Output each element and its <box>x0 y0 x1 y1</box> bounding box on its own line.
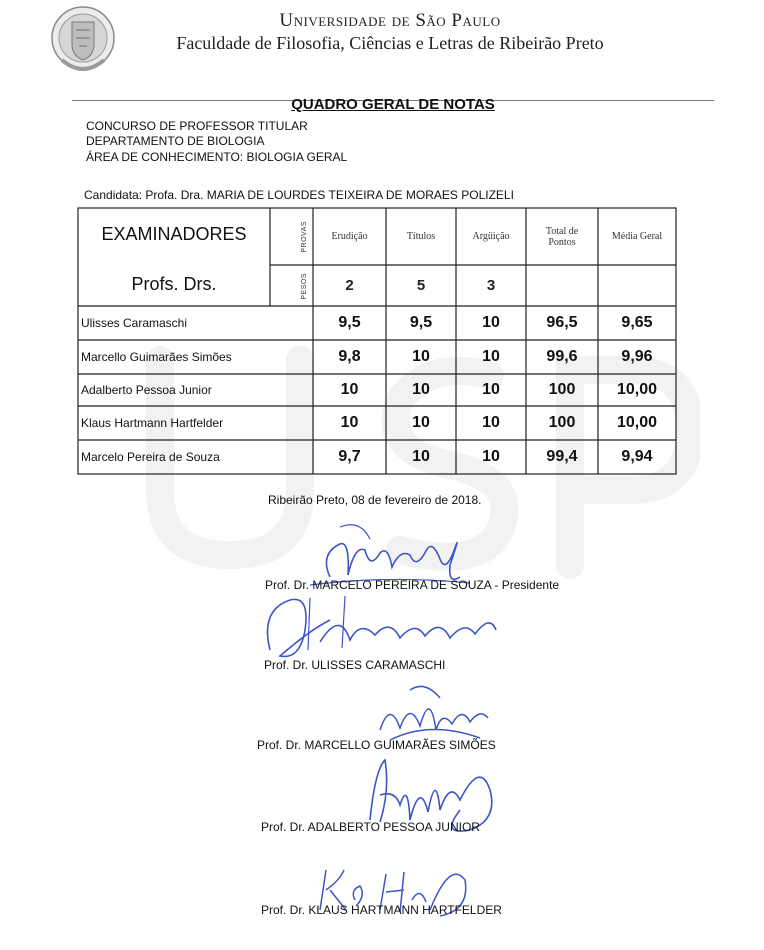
score-total: 96,5 <box>546 314 578 331</box>
score-titulos: 10 <box>412 414 430 431</box>
pesos-label: PESOS <box>301 272 308 300</box>
score-erudicao: 10 <box>340 381 359 398</box>
signatory-simoes: Prof. Dr. MARCELLO GUIMARÃES SIMÕES <box>257 738 496 752</box>
score-erudicao: 10 <box>340 414 359 431</box>
department-line: DEPARTAMENTO DE BIOLOGIA <box>86 134 265 148</box>
examiners-header: EXAMINADORES <box>101 223 247 244</box>
examiner-name: Klaus Hartmann Hartfelder <box>81 416 224 430</box>
examiner-name: Marcello Guimarães Simões <box>81 350 232 364</box>
examiner-name: Ulisses Caramaschi <box>81 316 188 330</box>
score-arguicao: 10 <box>482 381 500 398</box>
candidate-line: Candidata: Profa. Dra. MARIA DE LOURDES TEIXEIRA DE MORAES POLIZELI <box>84 188 514 202</box>
university-name: Universidade de São Paulo <box>279 10 501 31</box>
score-media: 9,96 <box>621 348 653 365</box>
score-media: 9,65 <box>621 314 653 331</box>
score-erudicao: 9,7 <box>338 448 361 465</box>
place-date: Ribeirão Preto, 08 de fevereiro de 2018. <box>268 493 482 507</box>
weight-titulos: 5 <box>416 277 426 294</box>
provas-label: PROVAS <box>301 221 308 253</box>
score-titulos: 10 <box>412 381 430 398</box>
weight-arguicao: 3 <box>486 277 496 294</box>
score-titulos: 9,5 <box>409 314 433 331</box>
score-media: 10,00 <box>616 414 658 431</box>
signatory-hartfelder: Prof. Dr. KLAUS HARTMANN HARTFELDER <box>261 903 502 917</box>
score-arguicao: 10 <box>482 314 500 331</box>
weight-erudicao: 2 <box>345 277 354 294</box>
column-header-arguicao: Argüição <box>472 231 510 242</box>
score-total: 99,4 <box>546 448 578 465</box>
faculty-name: Faculdade de Filosofia, Ciências e Letras de Ribeirão Preto <box>176 33 604 53</box>
score-total: 100 <box>548 381 576 398</box>
score-erudicao: 9,8 <box>338 348 361 365</box>
score-erudicao: 9,5 <box>338 314 361 331</box>
contest-line: CONCURSO DE PROFESSOR TITULAR <box>86 119 308 133</box>
knowledge-area-line: ÁREA DE CONHECIMENTO: BIOLOGIA GERAL <box>86 150 348 164</box>
signatory-pessoa: Prof. Dr. ADALBERTO PESSOA JUNIOR <box>261 820 480 834</box>
score-arguicao: 10 <box>482 448 500 465</box>
score-titulos: 10 <box>412 448 430 465</box>
signatory-caramaschi: Prof. Dr. ULISSES CARAMASCHI <box>264 658 446 672</box>
examiner-name: Adalberto Pessoa Junior <box>81 383 212 397</box>
score-media: 9,94 <box>621 448 653 465</box>
document-title: QUADRO GERAL DE NOTAS <box>291 96 495 113</box>
score-titulos: 10 <box>412 348 430 365</box>
column-header-media: Média Geral <box>611 231 663 242</box>
profs-header: Profs. Drs. <box>131 273 217 294</box>
score-arguicao: 10 <box>482 348 500 365</box>
column-header-erudicao: Erudição <box>331 231 368 242</box>
column-header-titulos: Títulos <box>406 231 436 242</box>
column-header-total: Total de Pontos <box>545 225 579 248</box>
examiner-name: Marcelo Pereira de Souza <box>81 450 220 464</box>
signatory-president: Prof. Dr. MARCELO PEREIRA DE SOUZA - Presidente <box>265 578 560 592</box>
score-total: 99,6 <box>546 348 578 365</box>
score-total: 100 <box>548 414 576 431</box>
score-arguicao: 10 <box>482 414 500 431</box>
score-media: 10,00 <box>616 381 658 398</box>
